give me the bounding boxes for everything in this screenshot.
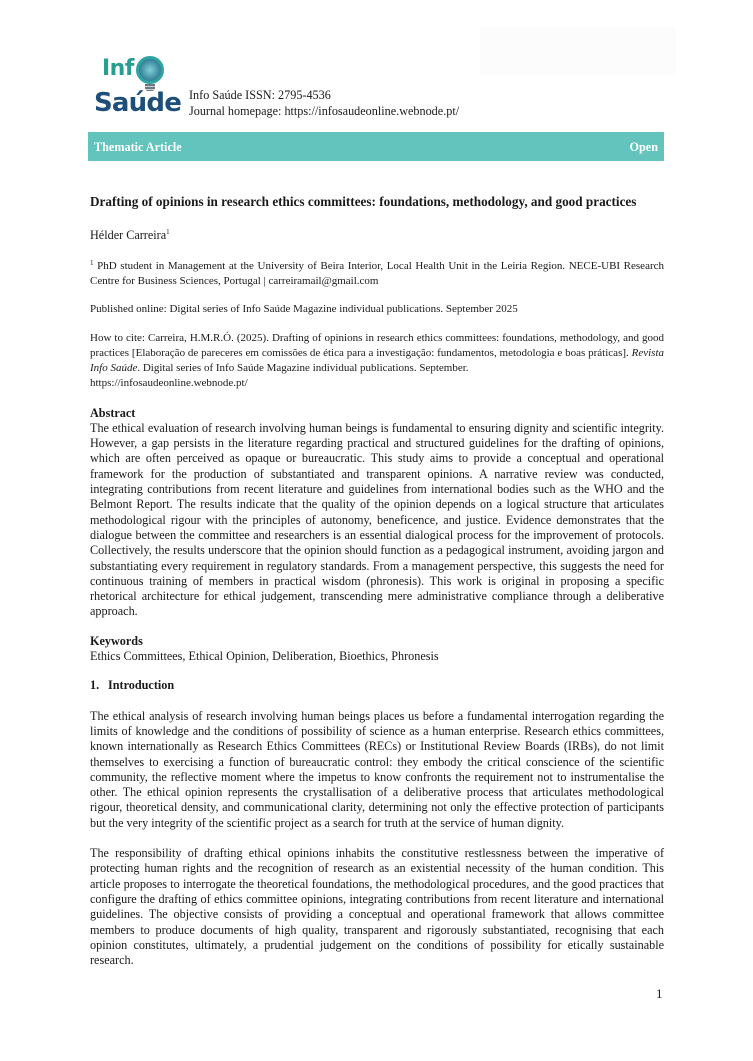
page-number: 1 xyxy=(656,986,663,1001)
keywords-text: Ethics Committees, Ethical Opinion, Deliberation, Bioethics, Phronesis xyxy=(90,649,439,664)
keywords-heading: Keywords xyxy=(90,633,143,648)
issn-line: Info Saúde ISSN: 2795-4536 xyxy=(189,88,331,102)
homepage-line: Journal homepage: https://infosaudeonline.webnode.pt/ xyxy=(189,104,460,118)
article-type-label: Thematic Article xyxy=(94,140,182,154)
affiliation-marker: 1 xyxy=(90,259,94,268)
introduction-paragraph: The responsibility of drafting ethical opinions inhabits the constitutive restlessness between the imperative of protecting human rights and the recognition of research as an existential necessity of the human condition. This article proposes to interrogate the theoretical foundations, the methodological procedures, and the good practices that configure the drafting of ethics committee opinions, integrating contributions from recent literature and international guidelines. The objective consists of providing a conceptual and operational framework that allows committee members to produce documents of high quality, transparent and rigorously substantiated, recognising that each opinion constitutes, ultimately, a prudential judgement on the conditions of possibility for etically sustainable research. xyxy=(90,846,664,968)
introduction-paragraph: The ethical analysis of research involving human beings places us before a fundamental interrogation regarding the limits of knowledge and the conditions of possibility of science as a human enterprise. Research ethics committees, known internationally as Research Ethics Committees (RECs) or Institutional Review Boards (IRBs), do not limit themselves to exercising a function of bureaucratic control: they embody the critical conscience of the scientific community, the reflective moment where the impetus to know confronts the requirement not to instrumentalise the other. The ethical opinion represents the crystallisation of a deliberative process that articulates methodological rigour, theoretical density, and communicational clarity, determining not only the effective protection of participants but the very integrity of the scientific project as a search for truth at the service of human dignity. xyxy=(90,708,664,830)
logo-word-inf: Inf xyxy=(102,56,134,81)
affiliation-text: PhD student in Management at the University of Beira Interior, Local Health Unit in the Leiria Region. NECE-UBI Research Centre for Business Sciences, Portugal | carreiramail@gmail.com xyxy=(90,260,664,288)
journal-info xyxy=(189,87,459,119)
citation xyxy=(90,331,664,391)
article-body xyxy=(90,194,664,968)
introduction-heading xyxy=(90,678,664,693)
section-title: Introduction xyxy=(108,678,175,693)
open-access-label: Open xyxy=(629,140,658,154)
logo-word-saude: Saúde xyxy=(94,88,182,118)
author-affiliation-marker: 1 xyxy=(166,228,170,236)
citation-url[interactable]: https://infosaudeonline.webnode.pt/ xyxy=(90,376,248,389)
section-number: 1. xyxy=(90,678,100,693)
citation-prefix: How to cite: Carreira, H.M.R.Ó. (2025). Drafting of opinions in research ethics committees: foundations, methodology, and good practices [Elaboração de pareceres em comissões de ética para a investigação: fundamentos, metodologia e boas práticas]. xyxy=(90,331,664,359)
article-type-banner xyxy=(88,132,664,161)
published-line: Published online: Digital series of Info Saúde Magazine individual publications. September 2025 xyxy=(90,303,518,316)
abstract-text: The ethical evaluation of research involving human beings is fundamental to ensuring dignity and scientific integrity. However, a gap persists in the literature regarding practical and structured guidelines for the drafting of opinions, which are often perceived as opaque or bureaucratic. This study aims to provide a conceptual and operational framework for the production of substantiated and transparent opinions. A narrative review was conducted, integrating contributions from recent literature and guidelines from international bodies such as the WHO and the Belmont Report. The results indicate that the quality of the opinion depends on a logical structure that articulates methodological rigour with the principles of autonomy, beneficence, and justice. Evidence demonstrates that the dialogue between the committee and researchers is an essential dialogical process for the improvement of protocols. Collectively, the results underscore that the opinion should function as a pedagogical instrument, avoiding jargon and substantiating every requirement in regulatory standards. From a management perspective, this suggests the need for continuous training of members in practical wisdom (phronesis). This work is original in proposing a specific rhetorical architecture for ethical judgement, transcending mere administrative compliance through a deliberative approach. xyxy=(90,420,664,619)
info-saude-logo xyxy=(94,54,182,122)
author-name: Hélder Carreira xyxy=(90,228,167,242)
citation-suffix: . Digital series of Info Saúde Magazine individual publications. September. xyxy=(137,361,469,374)
author-line xyxy=(90,225,664,243)
lightbulb-brain-icon xyxy=(136,56,164,84)
abstract-heading: Abstract xyxy=(90,405,136,420)
article-title: Drafting of opinions in research ethics committees: foundations, methodology, and good practices xyxy=(90,194,637,209)
citation-journal: Revista Info Saúde xyxy=(90,346,665,374)
header-blank-box xyxy=(480,26,676,74)
affiliation xyxy=(90,256,664,289)
